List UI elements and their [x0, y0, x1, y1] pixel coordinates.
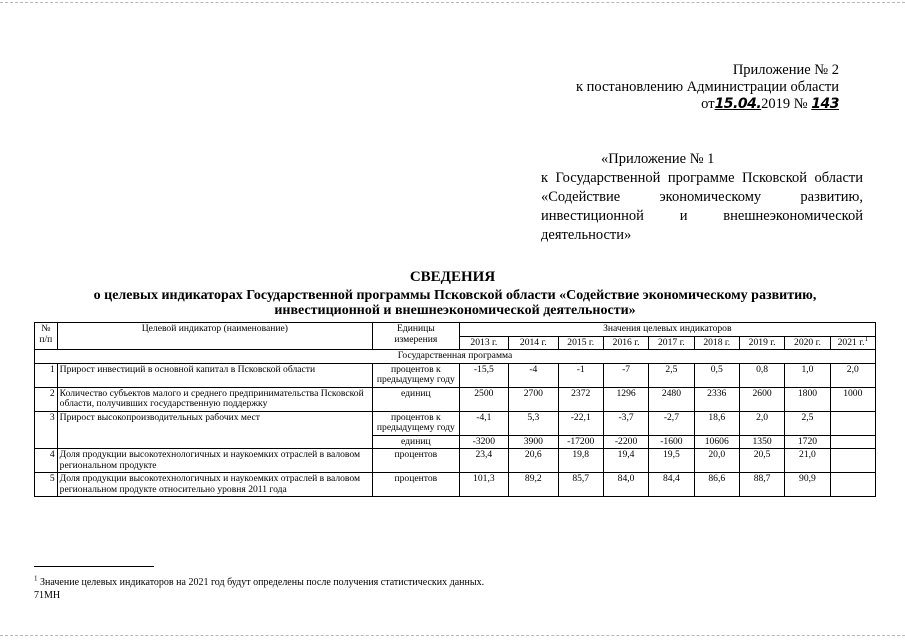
- table-row: [35, 411, 876, 435]
- appendix-resolution: к постановлению Администрации области: [575, 79, 839, 95]
- row-name: Прирост высокопроизводительных рабочих мест: [57, 411, 372, 449]
- table-row: [35, 449, 876, 473]
- date-year: 2019 №: [761, 96, 808, 112]
- row-num: 2: [35, 387, 58, 411]
- handwritten-number: 143: [811, 96, 839, 112]
- row-value: 2700: [509, 387, 558, 411]
- row-value: 2336: [694, 387, 739, 411]
- row-value: 23,4: [459, 449, 508, 473]
- program-appendix-title: «Приложение № 1: [601, 151, 715, 167]
- row-unit: единиц: [373, 387, 460, 411]
- row-value: 84,0: [603, 473, 648, 497]
- row-value: 21,0: [785, 449, 830, 473]
- document-subtitle: о целевых индикаторах Государственной программы Псковской области «Содействие экономическому развитию, инвестиционной и внешнеэкономической деятельности»: [93, 288, 817, 318]
- row-unit: процентов: [373, 473, 460, 497]
- row-value: 2,5: [785, 411, 830, 435]
- row-value: 19,8: [558, 449, 603, 473]
- header-year-2021: [830, 336, 875, 350]
- row-value: 18,6: [694, 411, 739, 435]
- footnote-mark: 1: [864, 334, 868, 343]
- table-row: [35, 387, 876, 411]
- date-prefix: от: [701, 96, 715, 112]
- row-num: 5: [35, 473, 58, 497]
- row-value: 1,0: [785, 363, 830, 387]
- row-value: -3,7: [603, 411, 648, 435]
- scan-top-edge: [0, 2, 905, 3]
- row-value: 10606: [694, 435, 739, 449]
- row-name: Доля продукции высокотехнологичных и наукоемких отраслей в валовом региональном продукте: [57, 449, 372, 473]
- row-value: -3200: [459, 435, 508, 449]
- row-value: 1000: [830, 387, 875, 411]
- row-value: -1600: [649, 435, 694, 449]
- document-title: СВЕДЕНИЯ: [409, 269, 496, 285]
- header-unit: Единицы измерения: [373, 323, 460, 350]
- row-value: -15,5: [459, 363, 508, 387]
- row-value: 88,7: [739, 473, 784, 497]
- row-value: 101,3: [459, 473, 508, 497]
- row-value: [830, 449, 875, 473]
- header-year: 2018 г.: [694, 336, 739, 350]
- program-appendix-text: к Государственной программе Псковской области «Содействие экономическому развитию, инвестиционной и внешнеэкономической деятельности»: [541, 170, 863, 243]
- appendix-header: [576, 62, 839, 113]
- row-value: 85,7: [558, 473, 603, 497]
- row-value: 90,9: [785, 473, 830, 497]
- row-value: 1800: [785, 387, 830, 411]
- row-num: 4: [35, 449, 58, 473]
- program-appendix: [541, 150, 863, 245]
- header-year: 2016 г.: [603, 336, 648, 350]
- header-year: 2015 г.: [558, 336, 603, 350]
- row-value: 84,4: [649, 473, 694, 497]
- header-year: 2013 г.: [459, 336, 508, 350]
- row-value: [830, 473, 875, 497]
- row-value: -4: [509, 363, 558, 387]
- row-value: 0,5: [694, 363, 739, 387]
- scan-bottom-edge: [0, 635, 905, 636]
- section-label: Государственная программа: [35, 350, 876, 364]
- row-value: 20,0: [694, 449, 739, 473]
- row-value: 89,2: [509, 473, 558, 497]
- row-name: Прирост инвестиций в основной капитал в Псковской области: [57, 363, 372, 387]
- appendix-title: Приложение № 2: [732, 62, 839, 78]
- handwritten-date: 15.04.: [714, 96, 762, 112]
- footnote: [34, 574, 485, 589]
- row-value: 2,0: [830, 363, 875, 387]
- row-name: Доля продукции высокотехнологичных и наукоемких отраслей в валовом региональном продукте относительно уровня 2011 года: [57, 473, 372, 497]
- footnote-text: Значение целевых индикаторов на 2021 год будут определены после получения статистических данных.: [40, 577, 485, 588]
- row-value: 19,5: [649, 449, 694, 473]
- row-value: 2600: [739, 387, 784, 411]
- document-code: 71МН: [34, 590, 61, 601]
- row-value: 0,8: [739, 363, 784, 387]
- row-value: 20,5: [739, 449, 784, 473]
- row-value: 2372: [558, 387, 603, 411]
- row-value: 20,6: [509, 449, 558, 473]
- header-year-label: 2021 г.: [837, 336, 865, 348]
- row-value: 5,3: [509, 411, 558, 435]
- row-value: -7: [603, 363, 648, 387]
- row-value: -17200: [558, 435, 603, 449]
- header-year: 2017 г.: [649, 336, 694, 350]
- row-value: [830, 435, 875, 449]
- row-value: 1296: [603, 387, 648, 411]
- row-unit: процентов к предыдущему году: [373, 411, 460, 435]
- row-value: 2500: [459, 387, 508, 411]
- row-value: -22,1: [558, 411, 603, 435]
- row-value: 3900: [509, 435, 558, 449]
- row-value: 2480: [649, 387, 694, 411]
- header-name: Целевой индикатор (наименование): [57, 323, 372, 350]
- row-value: -4,1: [459, 411, 508, 435]
- row-unit: процентов к предыдущему году: [373, 363, 460, 387]
- row-num: 1: [35, 363, 58, 387]
- row-value: -2200: [603, 435, 648, 449]
- header-num: № п/п: [35, 323, 58, 350]
- header-values: Значения целевых индикаторов: [459, 323, 875, 337]
- row-value: 1720: [785, 435, 830, 449]
- row-unit: процентов: [373, 449, 460, 473]
- row-value: 1350: [739, 435, 784, 449]
- header-row-1: [35, 323, 876, 337]
- indicators-table: [34, 322, 876, 497]
- row-value: -1: [558, 363, 603, 387]
- header-year: 2020 г.: [785, 336, 830, 350]
- row-value: 2,5: [649, 363, 694, 387]
- row-unit: единиц: [373, 435, 460, 449]
- row-value: [830, 411, 875, 435]
- row-value: 19,4: [603, 449, 648, 473]
- footnote-number: 1: [34, 574, 38, 583]
- row-value: 2,0: [739, 411, 784, 435]
- header-year: 2019 г.: [739, 336, 784, 350]
- row-name: Количество субъектов малого и среднего предпринимательства Псковской области, получивших государственную поддержку: [57, 387, 372, 411]
- table-row: [35, 363, 876, 387]
- section-row: [35, 350, 876, 364]
- table-row: [35, 473, 876, 497]
- row-value: -2,7: [649, 411, 694, 435]
- footnote-divider: [34, 566, 154, 567]
- header-year: 2014 г.: [509, 336, 558, 350]
- row-num: 3: [35, 411, 58, 449]
- appendix-date-line: [701, 96, 839, 113]
- row-value: 86,6: [694, 473, 739, 497]
